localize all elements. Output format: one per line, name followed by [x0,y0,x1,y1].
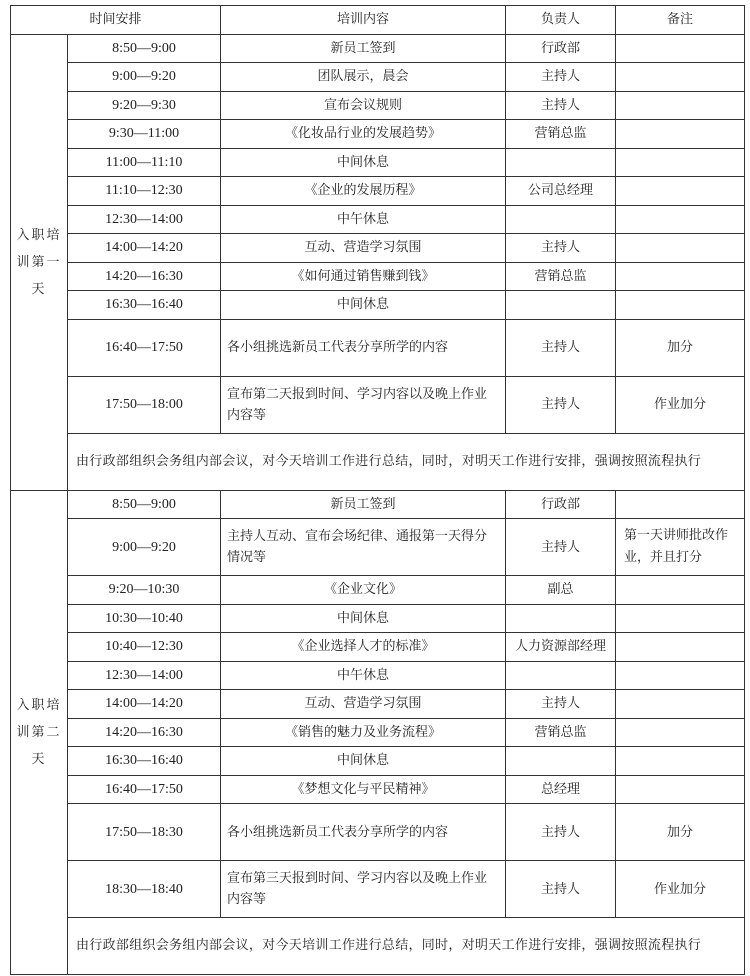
remark-cell [616,291,745,320]
remark-cell: 加分 [616,319,745,376]
day-label: 入职培训第二天 [11,490,68,975]
schedule-row [11,34,745,63]
header-remark: 备注 [616,6,745,35]
time-cell: 9:20—9:30 [68,91,221,120]
content-cell: 《企业文化》 [221,576,506,605]
schedule-row [11,262,745,291]
content-cell: 《销售的魅力及业务流程》 [221,718,506,747]
content-cell: 中午休息 [221,661,506,690]
remark-cell [616,490,745,519]
schedule-row [11,120,745,149]
content-cell: 《如何通过销售赚到钱》 [221,262,506,291]
time-cell: 18:30—18:40 [68,861,221,918]
content-cell: 互动、营造学习氛围 [221,234,506,263]
owner-cell: 主持人 [506,319,616,376]
owner-cell: 公司总经理 [506,177,616,206]
content-cell: 团队展示，晨会 [221,63,506,92]
owner-cell: 主持人 [506,519,616,576]
remark-cell [616,747,745,776]
time-cell: 12:30—14:00 [68,661,221,690]
schedule-row [11,775,745,804]
remark-cell [616,661,745,690]
owner-cell: 营销总监 [506,262,616,291]
schedule-row [11,747,745,776]
content-cell: 宣布第三天报到时间、学习内容以及晚上作业内容等 [221,861,506,918]
remark-cell: 第一天讲师批改作业，并且打分 [616,519,745,576]
time-cell: 16:40—17:50 [68,775,221,804]
content-cell: 《企业的发展历程》 [221,177,506,206]
time-cell: 12:30—14:00 [68,205,221,234]
owner-cell [506,661,616,690]
owner-cell: 主持人 [506,861,616,918]
time-cell: 10:40—12:30 [68,633,221,662]
owner-cell: 行政部 [506,490,616,519]
remark-cell: 作业加分 [616,861,745,918]
owner-cell: 主持人 [506,234,616,263]
content-cell: 《化妆品行业的发展趋势》 [221,120,506,149]
remark-cell [616,63,745,92]
schedule-row [11,319,745,376]
owner-cell: 主持人 [506,376,616,433]
time-cell: 14:00—14:20 [68,690,221,719]
time-cell: 9:30—11:00 [68,120,221,149]
time-cell: 8:50—9:00 [68,34,221,63]
schedule-row [11,376,745,433]
schedule-row [11,234,745,263]
time-cell: 10:30—10:40 [68,604,221,633]
owner-cell: 副总 [506,576,616,605]
content-cell: 中间休息 [221,747,506,776]
schedule-row [11,519,745,576]
schedule-row [11,718,745,747]
content-cell: 中间休息 [221,291,506,320]
time-cell: 9:00—9:20 [68,63,221,92]
remark-cell [616,775,745,804]
time-cell: 17:50—18:30 [68,804,221,861]
schedule-row [11,861,745,918]
summary-note: 由行政部组织会务组内部会议，对今天培训工作进行总结，同时，对明天工作进行安排，强调按照流程执行 [68,918,745,975]
owner-cell [506,604,616,633]
schedule-row [11,63,745,92]
training-schedule-table [10,5,745,975]
content-cell: 主持人互动、宣布会场纪律、通报第一天得分情况等 [221,519,506,576]
schedule-row [11,205,745,234]
time-cell: 11:10—12:30 [68,177,221,206]
remark-cell [616,576,745,605]
day-label: 入职培训第一天 [11,34,68,490]
content-cell: 新员工签到 [221,34,506,63]
owner-cell: 总经理 [506,775,616,804]
schedule-row [11,661,745,690]
schedule-row [11,804,745,861]
summary-row [11,433,745,490]
owner-cell: 主持人 [506,690,616,719]
remark-cell [616,120,745,149]
schedule-row [11,576,745,605]
content-cell: 中间休息 [221,148,506,177]
content-cell: 各小组挑选新员工代表分享所学的内容 [221,319,506,376]
remark-cell [616,604,745,633]
time-cell: 8:50—9:00 [68,490,221,519]
owner-cell [506,148,616,177]
content-cell: 《梦想文化与平民精神》 [221,775,506,804]
owner-cell: 营销总监 [506,120,616,149]
content-cell: 新员工签到 [221,490,506,519]
schedule-row [11,604,745,633]
remark-cell [616,34,745,63]
time-cell: 11:00—11:10 [68,148,221,177]
schedule-row [11,91,745,120]
owner-cell: 行政部 [506,34,616,63]
remark-cell [616,205,745,234]
remark-cell [616,262,745,291]
owner-cell: 营销总监 [506,718,616,747]
header-content: 培训内容 [221,6,506,35]
time-cell: 9:00—9:20 [68,519,221,576]
content-cell: 各小组挑选新员工代表分享所学的内容 [221,804,506,861]
content-cell: 宣布第二天报到时间、学习内容以及晚上作业内容等 [221,376,506,433]
owner-cell: 主持人 [506,63,616,92]
schedule-row [11,148,745,177]
schedule-row [11,291,745,320]
owner-cell [506,291,616,320]
content-cell: 中午休息 [221,205,506,234]
remark-cell: 加分 [616,804,745,861]
remark-cell [616,91,745,120]
time-cell: 16:40—17:50 [68,319,221,376]
time-cell: 16:30—16:40 [68,291,221,320]
schedule-row [11,177,745,206]
time-cell: 14:20—16:30 [68,262,221,291]
schedule-row [11,490,745,519]
time-cell: 16:30—16:40 [68,747,221,776]
remark-cell: 作业加分 [616,376,745,433]
content-cell: 互动、营造学习氛围 [221,690,506,719]
time-cell: 14:20—16:30 [68,718,221,747]
owner-cell: 人力资源部经理 [506,633,616,662]
content-cell: 宣布会议规则 [221,91,506,120]
schedule-row [11,690,745,719]
remark-cell [616,718,745,747]
content-cell: 中间休息 [221,604,506,633]
schedule-row [11,633,745,662]
summary-row [11,918,745,975]
owner-cell [506,205,616,234]
time-cell: 14:00—14:20 [68,234,221,263]
header-owner: 负责人 [506,6,616,35]
summary-note: 由行政部组织会务组内部会议，对今天培训工作进行总结，同时，对明天工作进行安排，强调按照流程执行 [68,433,745,490]
remark-cell [616,234,745,263]
time-cell: 9:20—10:30 [68,576,221,605]
owner-cell [506,747,616,776]
owner-cell: 主持人 [506,804,616,861]
time-cell: 17:50—18:00 [68,376,221,433]
owner-cell: 主持人 [506,91,616,120]
remark-cell [616,148,745,177]
remark-cell [616,633,745,662]
header-time: 时间安排 [11,6,221,35]
remark-cell [616,690,745,719]
remark-cell [616,177,745,206]
content-cell: 《企业选择人才的标准》 [221,633,506,662]
header-row [11,6,745,35]
